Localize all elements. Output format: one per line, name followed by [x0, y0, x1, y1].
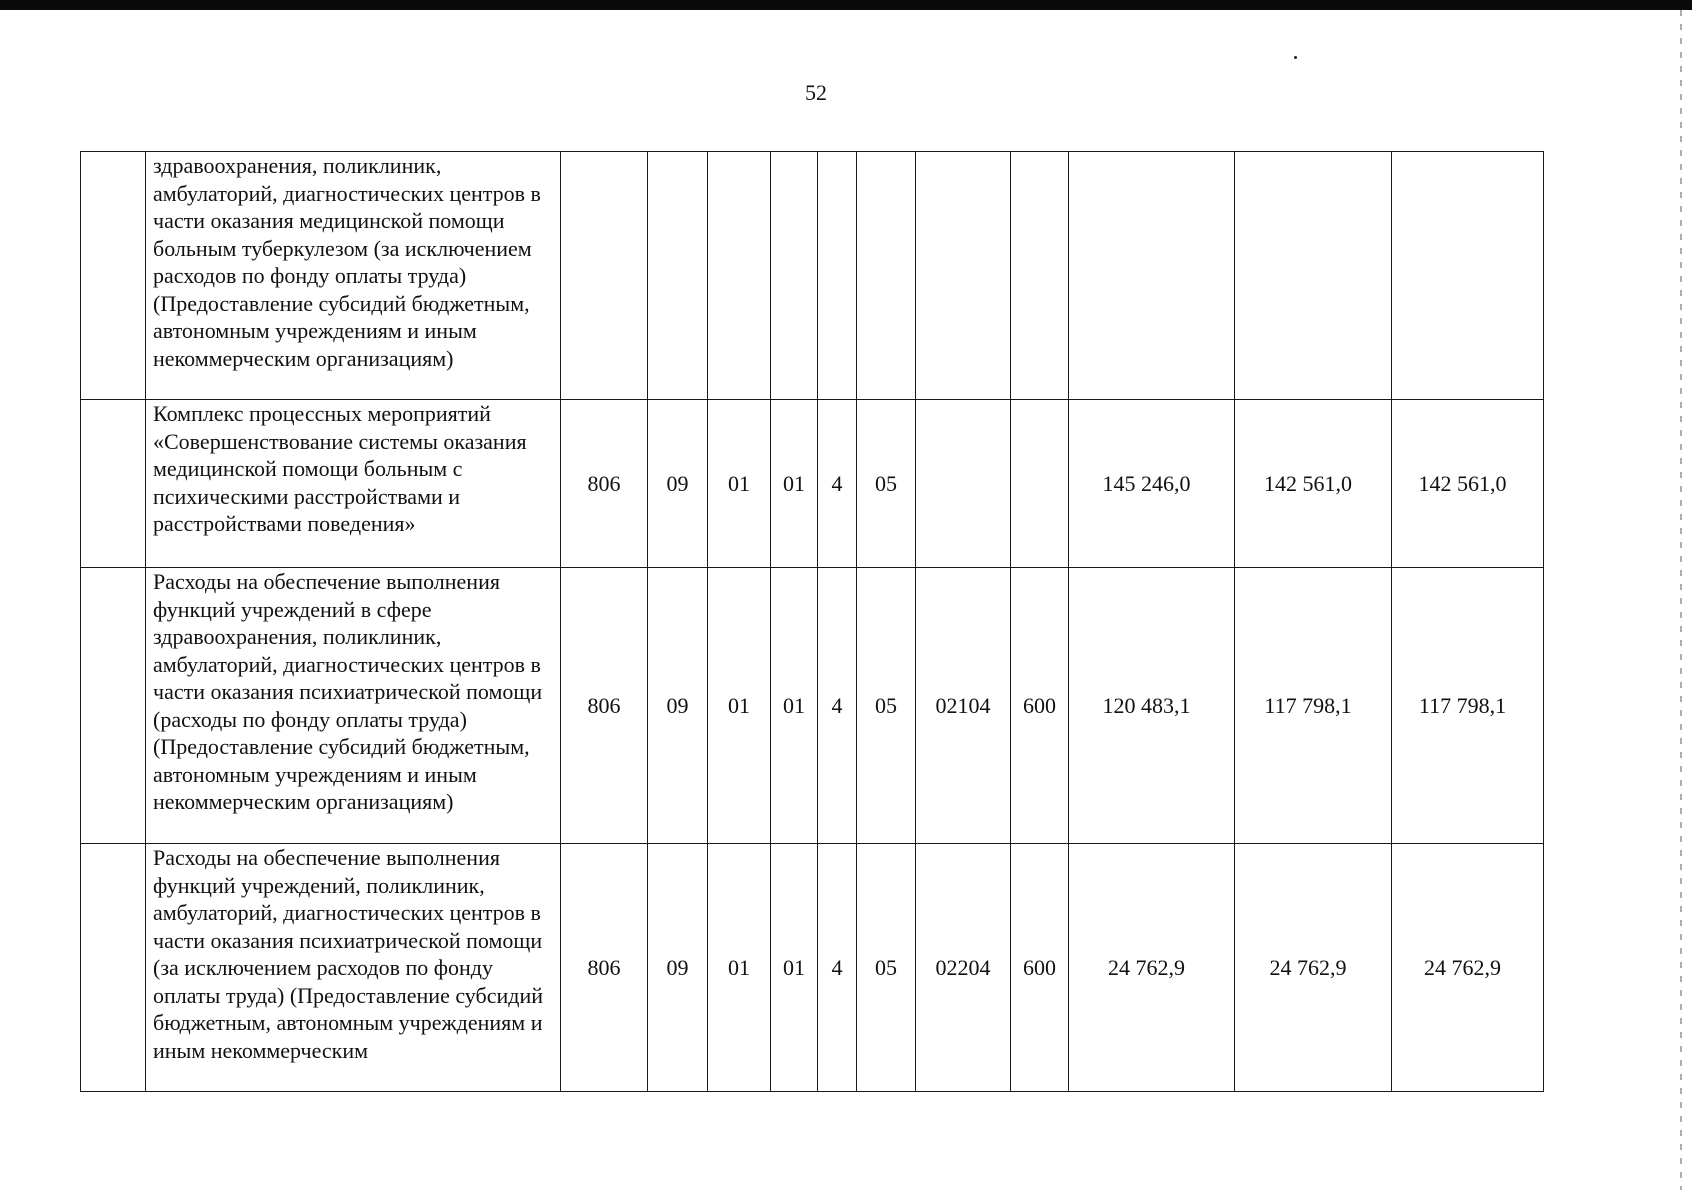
description-cell: здравоохранения, поликлиник, амбулаторий, диагностических центров в части оказания медицинской помощи больным туберкулезом (за исключением расходов по фонду оплаты труда) (Предоставление субсидий бюджетным, автономным учреждениям и иным некоммерческим организациям) — [146, 152, 561, 400]
row-number-cell — [81, 844, 146, 1092]
row-number-cell — [81, 152, 146, 400]
page-number: 52 — [805, 80, 827, 105]
budget-table — [80, 151, 1544, 1092]
section-code-cell: 09 — [648, 844, 708, 1092]
amount-year-1-cell: 120 483,1 — [1069, 568, 1235, 844]
expense-type-code-cell: 600 — [1011, 568, 1069, 844]
amount-year-3-cell: 24 762,9 — [1392, 844, 1544, 1092]
amount-year-2-cell: 142 561,0 — [1235, 400, 1392, 568]
program-code-cell: 01 — [771, 400, 818, 568]
section-code-cell: 09 — [648, 400, 708, 568]
section-code-cell: 09 — [648, 568, 708, 844]
amount-year-3-cell: 117 798,1 — [1392, 568, 1544, 844]
table-row — [81, 844, 1544, 1092]
ministry-code-cell: 806 — [561, 400, 648, 568]
amount-year-3-cell: 142 561,0 — [1392, 400, 1544, 568]
table-row — [81, 568, 1544, 844]
description-cell: Расходы на обеспечение выполнения функций учреждений в сфере здравоохранения, поликлиник, амбулаторий, диагностических центров в части оказания психиатрической помощи (расходы по фонду оплаты труда) (Предоставление субсидий бюджетным, автономным учреждениям и иным некоммерческим организациям) — [146, 568, 561, 844]
scan-top-border — [0, 0, 1692, 10]
amount-year-2-cell: 24 762,9 — [1235, 844, 1392, 1092]
direction-code-cell: 02204 — [916, 844, 1011, 1092]
scan-right-edge — [1680, 10, 1682, 1190]
table-row — [81, 400, 1544, 568]
program-code-cell — [771, 152, 818, 400]
program-code-cell: 01 — [771, 844, 818, 1092]
row-number-cell — [81, 568, 146, 844]
program-type-code-cell: 4 — [818, 568, 857, 844]
program-type-code-cell — [818, 152, 857, 400]
section-code-cell — [648, 152, 708, 400]
program-type-code-cell: 4 — [818, 400, 857, 568]
amount-year-1-cell — [1069, 152, 1235, 400]
subsection-code-cell: 01 — [708, 568, 771, 844]
table-row — [81, 152, 1544, 400]
description-cell: Комплекс процессных мероприятий «Совершенствование системы оказания медицинской помощи больным с психическими расстройствами и расстройствами поведения» — [146, 400, 561, 568]
subsection-code-cell: 01 — [708, 400, 771, 568]
scan-speck — [1294, 56, 1297, 59]
subprogram-code-cell: 05 — [857, 400, 916, 568]
program-code-cell: 01 — [771, 568, 818, 844]
direction-code-cell: 02104 — [916, 568, 1011, 844]
description-cell: Расходы на обеспечение выполнения функций учреждений, поликлиник, амбулаторий, диагностических центров в части оказания психиатрической помощи (за исключением расходов по фонду оплаты труда) (Предоставление субсидий бюджетным, автономным учреждениям и иным некоммерческим — [146, 844, 561, 1092]
amount-year-1-cell: 145 246,0 — [1069, 400, 1235, 568]
expense-type-code-cell: 600 — [1011, 844, 1069, 1092]
direction-code-cell — [916, 400, 1011, 568]
subsection-code-cell: 01 — [708, 844, 771, 1092]
amount-year-2-cell: 117 798,1 — [1235, 568, 1392, 844]
amount-year-3-cell — [1392, 152, 1544, 400]
subprogram-code-cell: 05 — [857, 844, 916, 1092]
row-number-cell — [81, 400, 146, 568]
subprogram-code-cell — [857, 152, 916, 400]
subsection-code-cell — [708, 152, 771, 400]
program-type-code-cell: 4 — [818, 844, 857, 1092]
expense-type-code-cell — [1011, 400, 1069, 568]
amount-year-1-cell: 24 762,9 — [1069, 844, 1235, 1092]
direction-code-cell — [916, 152, 1011, 400]
amount-year-2-cell — [1235, 152, 1392, 400]
ministry-code-cell — [561, 152, 648, 400]
ministry-code-cell: 806 — [561, 844, 648, 1092]
subprogram-code-cell: 05 — [857, 568, 916, 844]
ministry-code-cell: 806 — [561, 568, 648, 844]
expense-type-code-cell — [1011, 152, 1069, 400]
